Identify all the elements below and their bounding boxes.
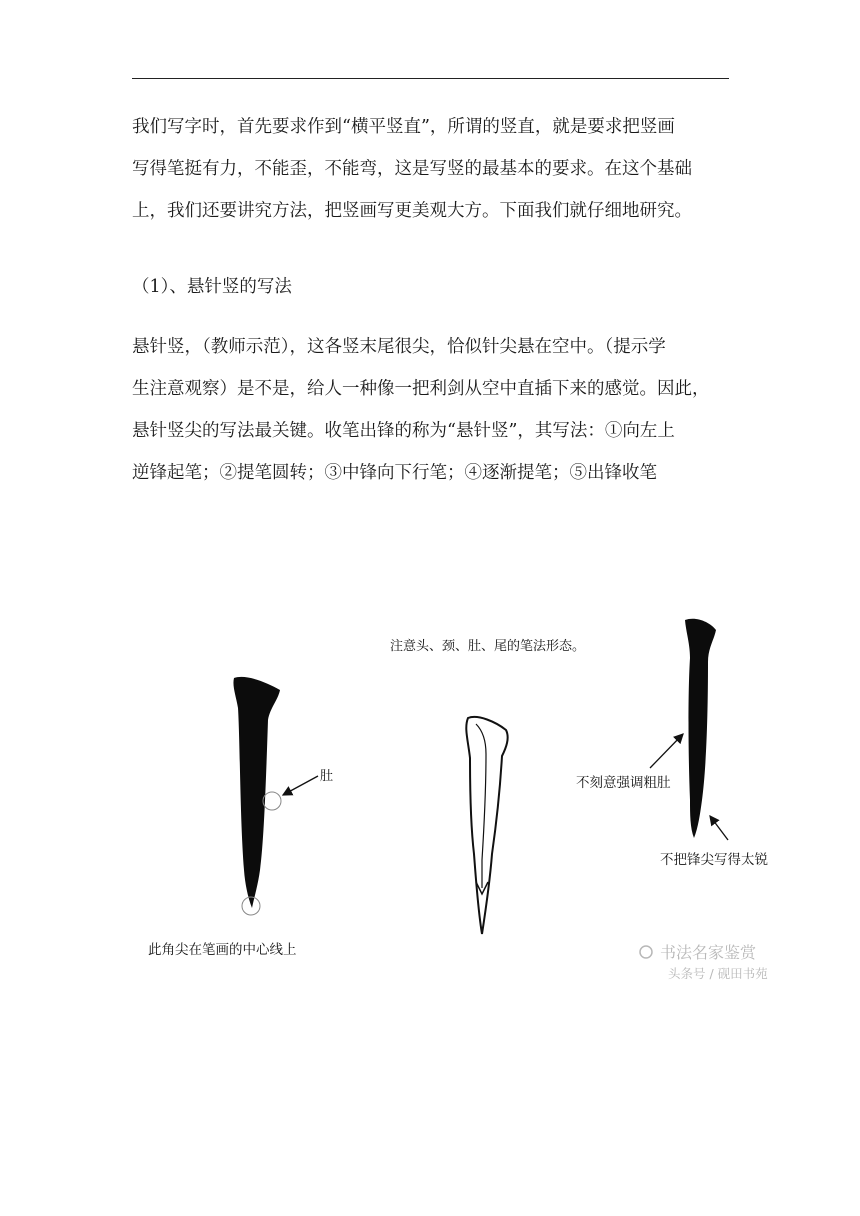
intro-line: 上，我们还要讲究方法，把竖画写更美观大方。下面我们就仔细地研究。 (132, 201, 692, 221)
tip-label: 此角尖在笔画的中心线上 (148, 942, 297, 958)
middle-stroke-outline (466, 717, 507, 934)
watermark-source: 头条号 / 砚田书苑 (668, 966, 768, 981)
body-paragraph (132, 326, 732, 494)
body-line: 悬针竖尖的写法最关键。收笔出锋的称为“悬针竖”，其写法：①向左上 (132, 421, 675, 441)
section-heading: （1）、悬针竖的写法 (132, 277, 292, 297)
no-emphasis-label: 不刻意强调粗肚 (576, 775, 671, 791)
body-line: 生注意观察）是不是，给人一种像一把利剑从空中直插下来的感觉。因此， (132, 379, 710, 399)
top-label: 注意头、颈、肚、尾的笔法形态。 (390, 639, 586, 654)
intro-line: 写得笔挺有力，不能歪，不能弯，这是写竖的最基本的要求。在这个基础 (132, 159, 692, 179)
belly-label: 肚 (320, 769, 334, 784)
watermark-logo-icon (640, 946, 652, 958)
calligraphy-figure (130, 590, 790, 990)
intro-paragraph (132, 106, 732, 232)
middle-stroke-inner (476, 724, 486, 888)
intro-line: 我们写字时，首先要求作到“横平竖直”，所谓的竖直，就是要求把竖画 (132, 117, 675, 137)
belly-marker-icon (263, 792, 281, 810)
right-stroke-image (685, 619, 716, 838)
belly-arrow-icon (283, 776, 318, 795)
no-sharp-label: 不把锋尖写得太锐 (660, 852, 768, 868)
header-rule (132, 78, 729, 79)
emphasis-arrow-icon (650, 734, 683, 768)
body-line: 悬针竖，（教师示范），这各竖末尾很尖，恰似针尖悬在空中。（提示学 (132, 337, 666, 357)
watermark-title: 书法名家鉴赏 (660, 943, 757, 962)
body-line: 逆锋起笔；②提笔圆转；③中锋向下行笔；④逐渐提笔；⑤出锋收笔 (132, 463, 657, 483)
tip-arrow-icon (710, 816, 728, 840)
